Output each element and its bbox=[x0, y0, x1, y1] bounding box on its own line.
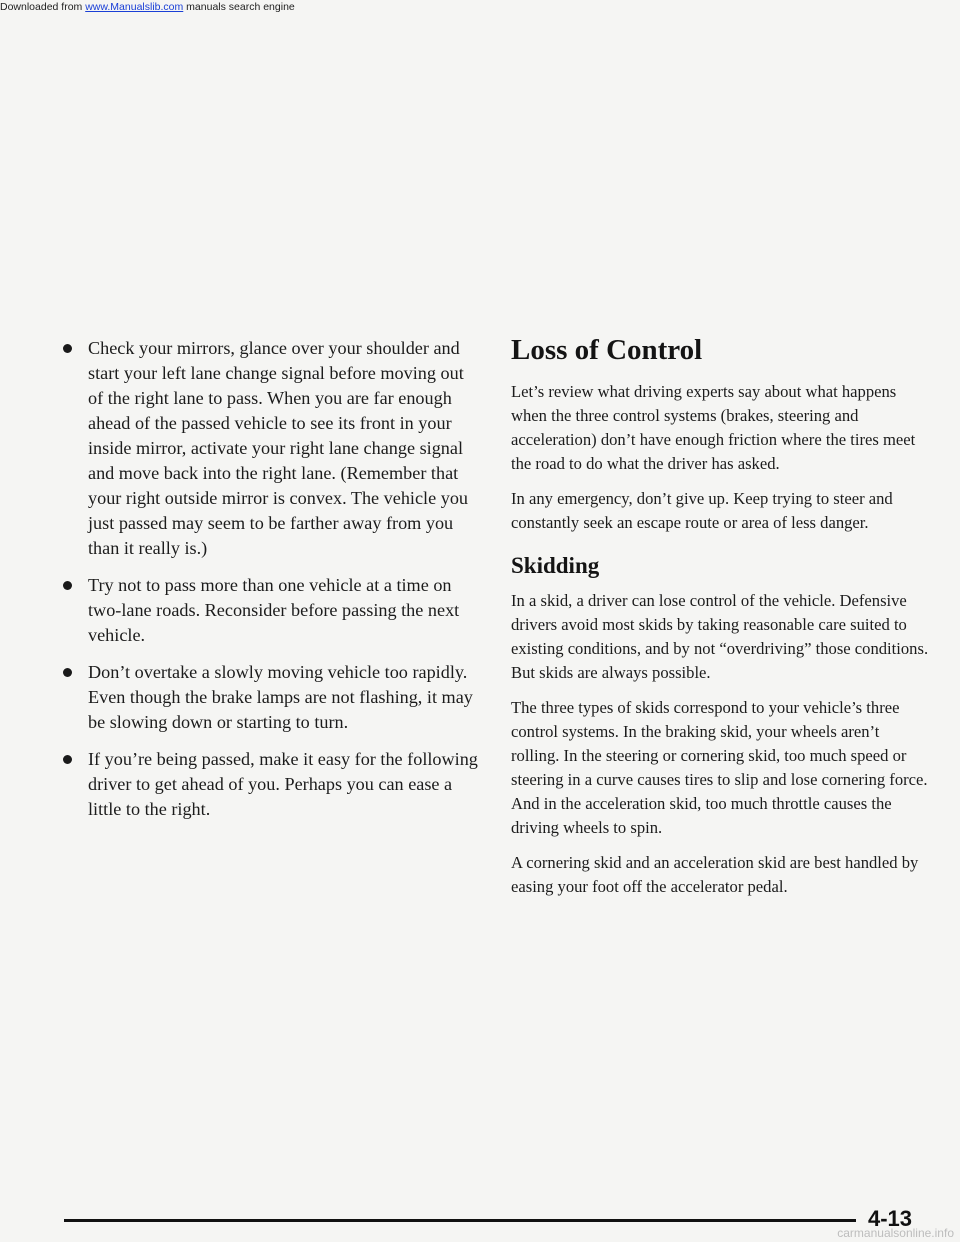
list-item bbox=[60, 660, 480, 735]
bullet-icon bbox=[63, 581, 72, 590]
list-item bbox=[60, 336, 480, 561]
bullet-icon bbox=[63, 755, 72, 764]
page-number: 4-13 bbox=[868, 1206, 913, 1231]
subsection-paragraph: In a skid, a driver can lose control of the vehicle. Defensive drivers avoid most skids by taking reasonable care suited to existing conditions, and by not “overdriving” those conditions. But skids are always possible. bbox=[511, 591, 929, 682]
list-item-text: Check your mirrors, glance over your shoulder and start your left lane change signal before moving out of the right lane to pass. When you are far enough ahead of the passed vehicle to see its front in your inside mirror, activate your right lane change signal and move back into the right lane. (Remember that your right outside mirror is convex. The vehicle you just passed may seem to be farther away from you than it really is.) bbox=[88, 338, 469, 558]
list-item-text: Don’t overtake a slowly moving vehicle too rapidly. Even though the brake lamps are not flashing, it may be slowing down or starting to turn. bbox=[88, 662, 473, 732]
right-column bbox=[511, 332, 931, 910]
footer-watermark: carmanualsonline.info bbox=[837, 1226, 954, 1240]
header-suffix: manuals search engine bbox=[183, 1, 295, 13]
subsection-paragraph: The three types of skids correspond to your vehicle’s three control systems. In the braking skid, your wheels aren’t rolling. In the steering or cornering skid, too much speed or steering in a curve causes tires to slip and lose cornering force. And in the acceleration skid, too much throttle causes the driving wheels to spin. bbox=[511, 698, 928, 837]
section-paragraph: Let’s review what driving experts say about what happens when the three control systems (brakes, steering and acceleration) don’t have enough friction where the tires meet the road to do what the driver has asked. bbox=[511, 382, 916, 473]
bullet-icon bbox=[63, 668, 72, 677]
left-column bbox=[60, 336, 480, 834]
bullet-icon bbox=[63, 344, 72, 353]
passing-tips-list bbox=[60, 336, 480, 822]
footer-rule bbox=[64, 1219, 856, 1222]
subsection-title: Skidding bbox=[511, 553, 600, 578]
section-paragraph: In any emergency, don’t give up. Keep trying to steer and constantly seek an escape route or area of less danger. bbox=[511, 489, 893, 532]
list-item-text: Try not to pass more than one vehicle at a time on two-lane roads. Reconsider before passing the next vehicle. bbox=[88, 575, 460, 645]
header-prefix: Downloaded from bbox=[0, 1, 86, 13]
list-item-text: If you’re being passed, make it easy for the following driver to get ahead of you. Perhaps you can ease a little to the right. bbox=[88, 749, 478, 819]
download-header bbox=[0, 0, 960, 14]
manualslib-link[interactable]: www.Manualslib.com bbox=[85, 1, 184, 13]
list-item bbox=[60, 747, 480, 822]
subsection-paragraph: A cornering skid and an acceleration skid are best handled by easing your foot off the accelerator pedal. bbox=[511, 853, 919, 896]
list-item bbox=[60, 573, 480, 648]
section-title: Loss of Control bbox=[511, 334, 703, 366]
